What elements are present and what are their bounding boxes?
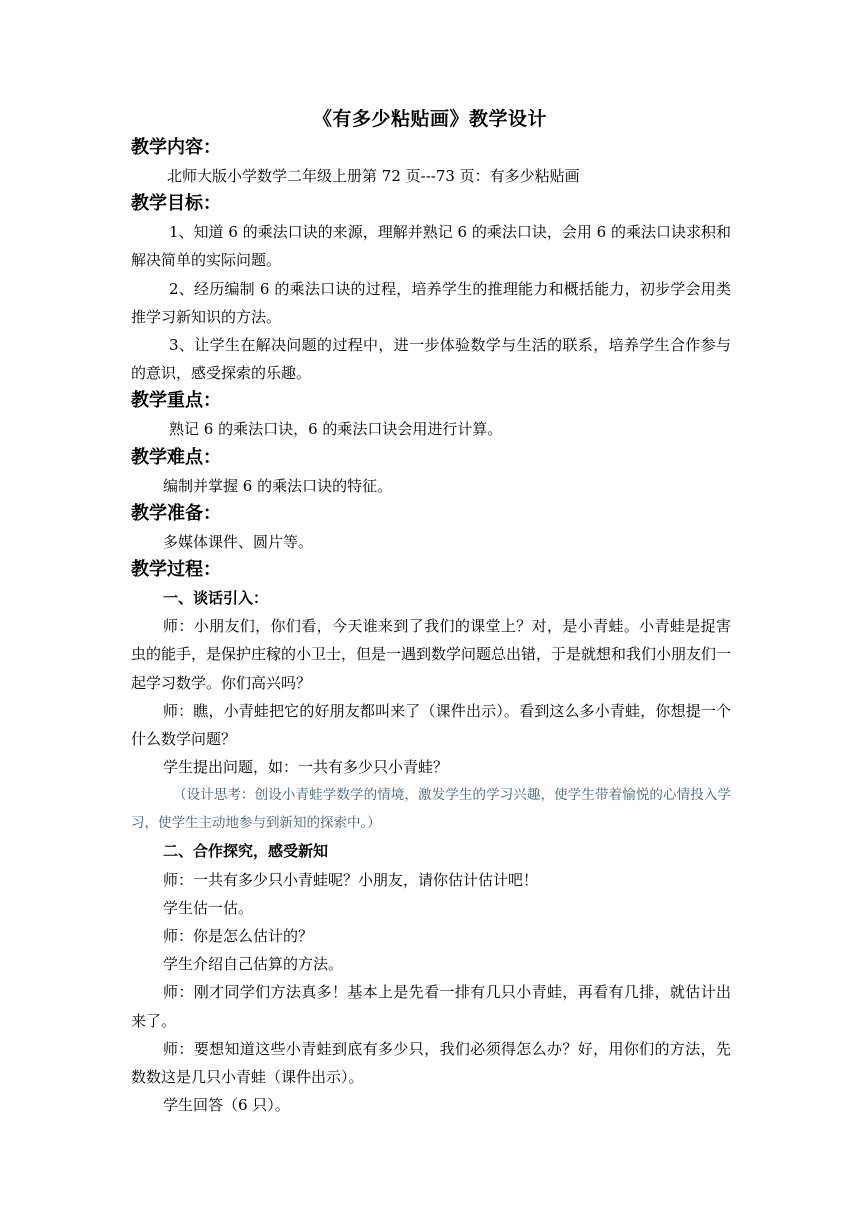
design-thought-note: （设计思考：创设小青蛙学数学的情境，激发学生的学习兴趣，使学生带着愉悦的心情投入学习，使学生主动地参与到新知的探索中。） — [131, 787, 731, 832]
process-part2-title: 二、合作探究，感受新知 — [163, 842, 329, 861]
goal-item-1: 1、知道 6 的乘法口诀的来源，理解并熟记 6 的乘法口诀，会用 6 的乘法口诀求积和解决简单的实际问题。 — [131, 223, 731, 270]
difficulties-text: 编制并掌握 6 的乘法口诀的特征。 — [163, 476, 393, 495]
document-title: 《有多少粘贴画》教学设计 — [312, 108, 547, 130]
key-points-text: 熟记 6 的乘法口诀，6 的乘法口诀会用进行计算。 — [169, 420, 503, 439]
heading-difficulties: 教学难点： — [131, 446, 221, 468]
heading-process: 教学过程： — [131, 559, 221, 581]
goal-item-3: 3、让学生在解决问题的过程中，进一步体验数学与生活的联系，培养学生合作参与的意识，感受探索的乐趣。 — [131, 336, 731, 383]
process-part2-p2: 学生估一估。 — [163, 898, 254, 917]
heading-teaching-goals: 教学目标： — [131, 193, 221, 215]
process-part1-p2: 师：瞧，小青蛙把它的好朋友都叫来了（课件出示）。看到这么多小青蛙，你想提一个什么数学问题？ — [131, 701, 731, 749]
process-part1-p3: 学生提出问题，如：一共有多少只小青蛙？ — [163, 758, 449, 777]
document-body — [131, 134, 731, 1119]
teaching-content-text: 北师大版小学数学二年级上册第 72 页---73 页：有多少粘贴画 — [167, 167, 580, 185]
process-part2-p4: 学生介绍自己估算的方法。 — [163, 955, 344, 974]
process-part1-title: 一、谈话引入： — [163, 589, 269, 608]
process-part2-p3: 师：你是怎么估计的？ — [163, 927, 314, 946]
process-part2-p7: 学生回答（6 只）。 — [163, 1096, 290, 1115]
process-part1-p1: 师：小朋友们，你们看，今天谁来到了我们的课堂上？对，是小青蛙。小青蛙是捉害虫的能手，是保护庄稼的小卫士，但是一遇到数学问题总出错，于是就想和我们小朋友们一起学习数学。你们高兴吗？ — [131, 617, 732, 692]
process-part2-p6: 师：要想知道这些小青蛙到底有多少只，我们必须得怎么办？好，用你们的方法，先数数这是几只小青蛙（课件出示）。 — [131, 1039, 731, 1087]
heading-preparation: 教学准备： — [131, 502, 221, 524]
process-part2-p1: 师：一共有多少只小青蛙呢？小朋友，请你估计估计吧！ — [163, 870, 539, 889]
process-part2-p5: 师：刚才同学们方法真多！基本上是先看一排有几只小青蛙，再看有几排，就估计出来了。 — [131, 983, 731, 1030]
heading-teaching-content: 教学内容： — [131, 137, 221, 158]
heading-key-points: 教学重点： — [131, 390, 221, 412]
preparation-text: 多媒体课件、圆片等。 — [163, 532, 314, 551]
goal-item-2: 2、经历编制 6 的乘法口诀的过程，培养学生的推理能力和概括能力，初步学会用类推学习新知识的方法。 — [131, 279, 731, 326]
